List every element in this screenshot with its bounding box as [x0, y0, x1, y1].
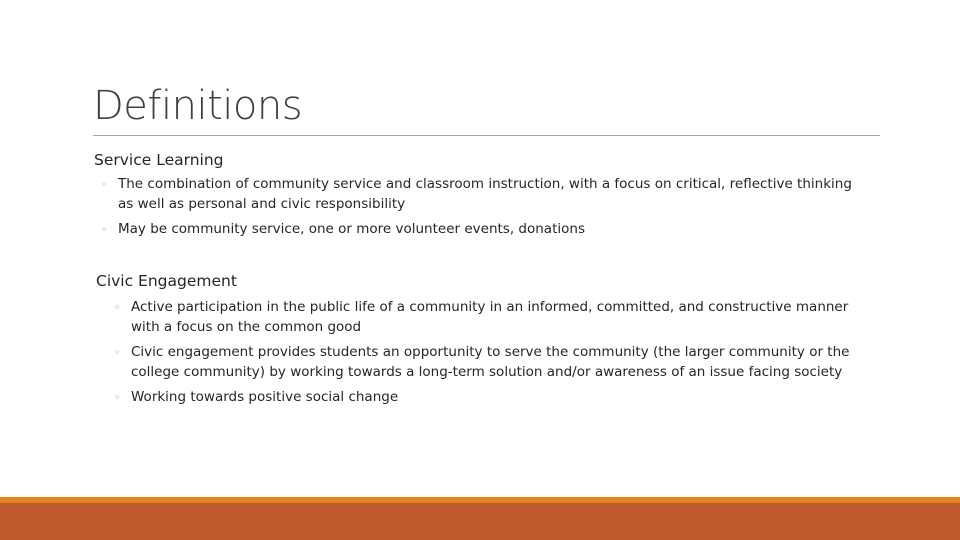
civic-engagement-bullets: [111, 298, 881, 408]
bullet-icon: ◦: [101, 178, 108, 191]
list-item: [98, 175, 858, 214]
bullet-text: May be community service, one or more volunteer events, donations: [118, 221, 585, 237]
section-heading-service-learning: Service Learning: [94, 151, 224, 169]
section-heading-civic-engagement: Civic Engagement: [96, 272, 237, 290]
list-item: [111, 343, 881, 382]
list-item: [111, 388, 881, 408]
service-learning-bullets: [98, 175, 858, 240]
footer-band: [0, 497, 960, 540]
list-item: [98, 220, 858, 240]
slide-title: Definitions: [93, 83, 303, 129]
bullet-icon: ◦: [114, 301, 121, 314]
bullet-text: Active participation in the public life of a community in an informed, committed, and constructive manner with a focus on the common good: [131, 299, 849, 335]
list-item: [111, 298, 881, 337]
bullet-icon: ◦: [114, 346, 121, 359]
bullet-icon: ◦: [114, 391, 121, 404]
bullet-text: Civic engagement provides students an opportunity to serve the community (the larger community or the college community) by working towards a long-term solution and/or awareness of an issue facing society: [131, 344, 850, 380]
bullet-icon: ◦: [101, 223, 108, 236]
footer-stripe: [0, 497, 960, 503]
title-divider: [93, 135, 880, 136]
bullet-text: Working towards positive social change: [131, 389, 399, 405]
bullet-text: The combination of community service and classroom instruction, with a focus on critical, reflective thinking as well as personal and civic responsibility: [118, 176, 852, 212]
